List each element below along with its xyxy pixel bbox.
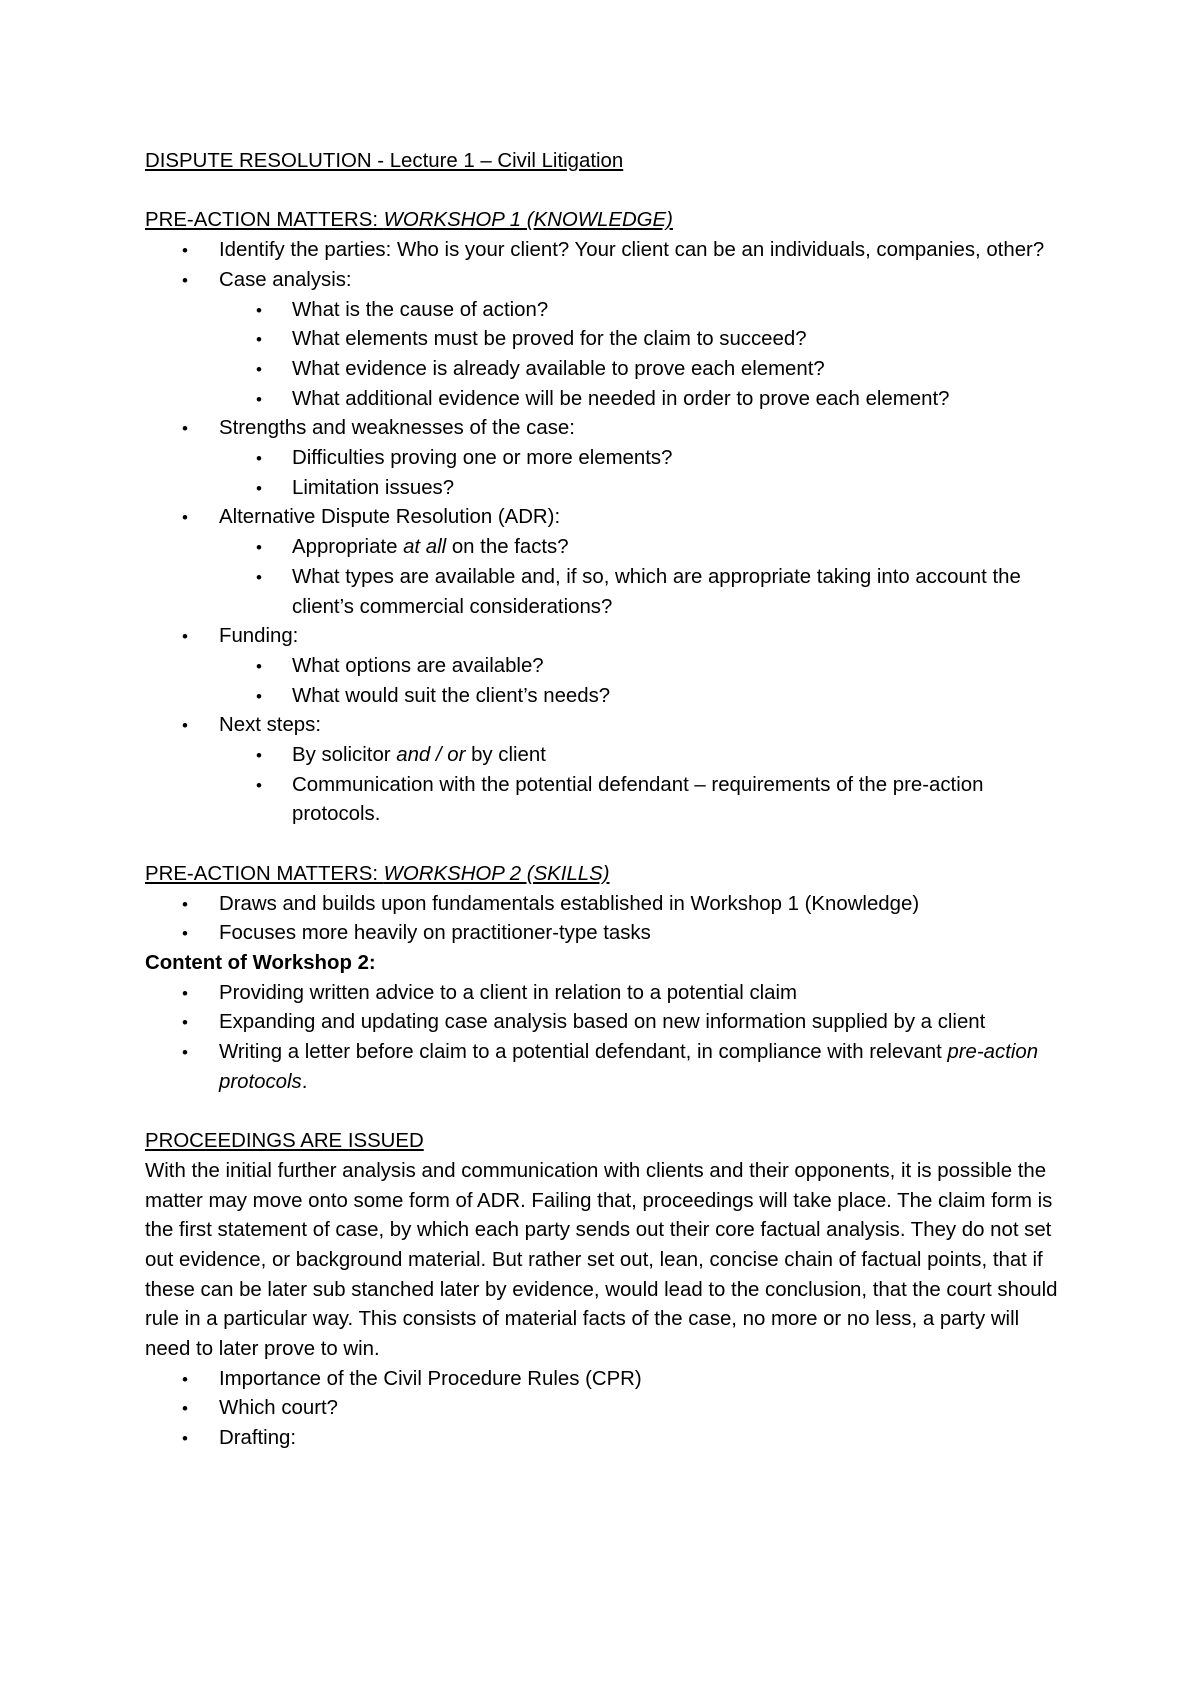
list-item — [145, 622, 1070, 711]
list-item: • Identify the parties: Who is your client? Your client can be an individuals, companies, other? — [145, 236, 1070, 266]
ws1-heading — [145, 206, 1070, 236]
list-item — [145, 1038, 1070, 1097]
ws2-heading-label: PRE-ACTION MATTERS: — [145, 862, 384, 885]
ws2-heading-emphasis: WORKSHOP 2 (SKILLS) — [383, 862, 610, 885]
sub-list — [219, 296, 1070, 415]
list-item: • Draws and builds upon fundamentals established in Workshop 1 (Knowledge) — [145, 890, 1070, 920]
list-item: • Which court? — [145, 1394, 1070, 1424]
sub-list-item — [219, 741, 1070, 771]
text-run: . — [301, 1070, 308, 1093]
emphasis-text: pre-action protocols — [219, 1041, 1039, 1093]
proceedings-heading — [145, 1127, 1070, 1157]
list-item — [145, 503, 1070, 622]
ws2-heading — [145, 860, 1070, 890]
list-item: • Focuses more heavily on practitioner-type tasks — [145, 919, 1070, 949]
document-title: DISPUTE RESOLUTION - Lecture 1 – Civil Litigation — [145, 150, 624, 172]
text-run: on the facts? — [446, 536, 569, 559]
sub-list — [219, 741, 1070, 830]
sub-list — [219, 652, 1070, 711]
sub-list-item: • What would suit the client’s needs? — [219, 682, 1070, 712]
text-run: by client — [465, 744, 546, 767]
list-item — [145, 711, 1070, 830]
proceedings-heading-label: PROCEEDINGS ARE ISSUED — [145, 1130, 424, 1153]
sub-list-item: • Limitation issues? — [219, 474, 1070, 504]
text-run: Appropriate — [292, 536, 404, 559]
sub-list-item: • Difficulties proving one or more elements? — [219, 444, 1070, 474]
list-item: • Drafting: — [145, 1424, 1070, 1454]
sub-list-item: • What elements must be proved for the claim to succeed? — [219, 325, 1070, 355]
list-item: • Expanding and updating case analysis based on new information supplied by a client — [145, 1008, 1070, 1038]
ws1-list — [145, 236, 1070, 830]
ws2-content-list — [145, 979, 1070, 1098]
sub-list-item: • What options are available? — [219, 652, 1070, 682]
ws1-heading-emphasis: WORKSHOP 1 (KNOWLEDGE) — [383, 209, 673, 232]
sub-list — [219, 533, 1070, 622]
list-item — [145, 414, 1070, 503]
sub-list-item: • What evidence is already available to prove each element? — [219, 355, 1070, 385]
sub-list-item: • What types are available and, if so, which are appropriate taking into account the client’s commercial considerations? — [219, 563, 1070, 622]
sub-list-item: • Communication with the potential defendant – requirements of the pre-action protocols. — [219, 771, 1070, 830]
document-body — [145, 147, 1070, 1454]
list-item — [145, 266, 1070, 415]
list-item: • Providing written advice to a client in relation to a potential claim — [145, 979, 1070, 1009]
sub-list-item: • What additional evidence will be needed in order to prove each element? — [219, 385, 1070, 415]
sub-list — [219, 444, 1070, 503]
proceedings-paragraph: With the initial further analysis and communication with clients and their opponents, it is possible the matter may move onto some form of ADR. Failing that, proceedings will take place. The claim form is the first statement of case, by which each party sends out their core factual analysis. They do not set out evidence, or background material. But rather set out, lean, concise chain of factual points, that if these can be later sub stanched later by evidence, would lead to the conclusion, that the court should rule in a particular way. This consists of material facts of the case, no more or no less, a party will need to later prove to win. — [145, 1159, 1058, 1361]
ws2-list — [145, 890, 1070, 949]
text-run: Writing a letter before claim to a potential defendant, in compliance with relevant — [219, 1041, 948, 1064]
list-item-label: Alternative Dispute Resolution (ADR): — [219, 506, 561, 529]
emphasis-text: and / or — [396, 744, 466, 767]
sub-list-item — [219, 533, 1070, 563]
list-item-label: Next steps: — [219, 714, 321, 737]
text-run: By solicitor — [292, 744, 397, 767]
emphasis-text: at all — [403, 536, 447, 559]
proceedings-list — [145, 1365, 1070, 1454]
list-item-label: Funding: — [219, 625, 299, 648]
list-item-label: Case analysis: — [219, 268, 352, 291]
list-item: • Importance of the Civil Procedure Rules (CPR) — [145, 1365, 1070, 1395]
list-item-label: Strengths and weaknesses of the case: — [219, 417, 575, 440]
sub-list-item: • What is the cause of action? — [219, 296, 1070, 326]
ws1-heading-label: PRE-ACTION MATTERS: — [145, 209, 384, 232]
ws2-content-label: Content of Workshop 2: — [145, 951, 376, 974]
